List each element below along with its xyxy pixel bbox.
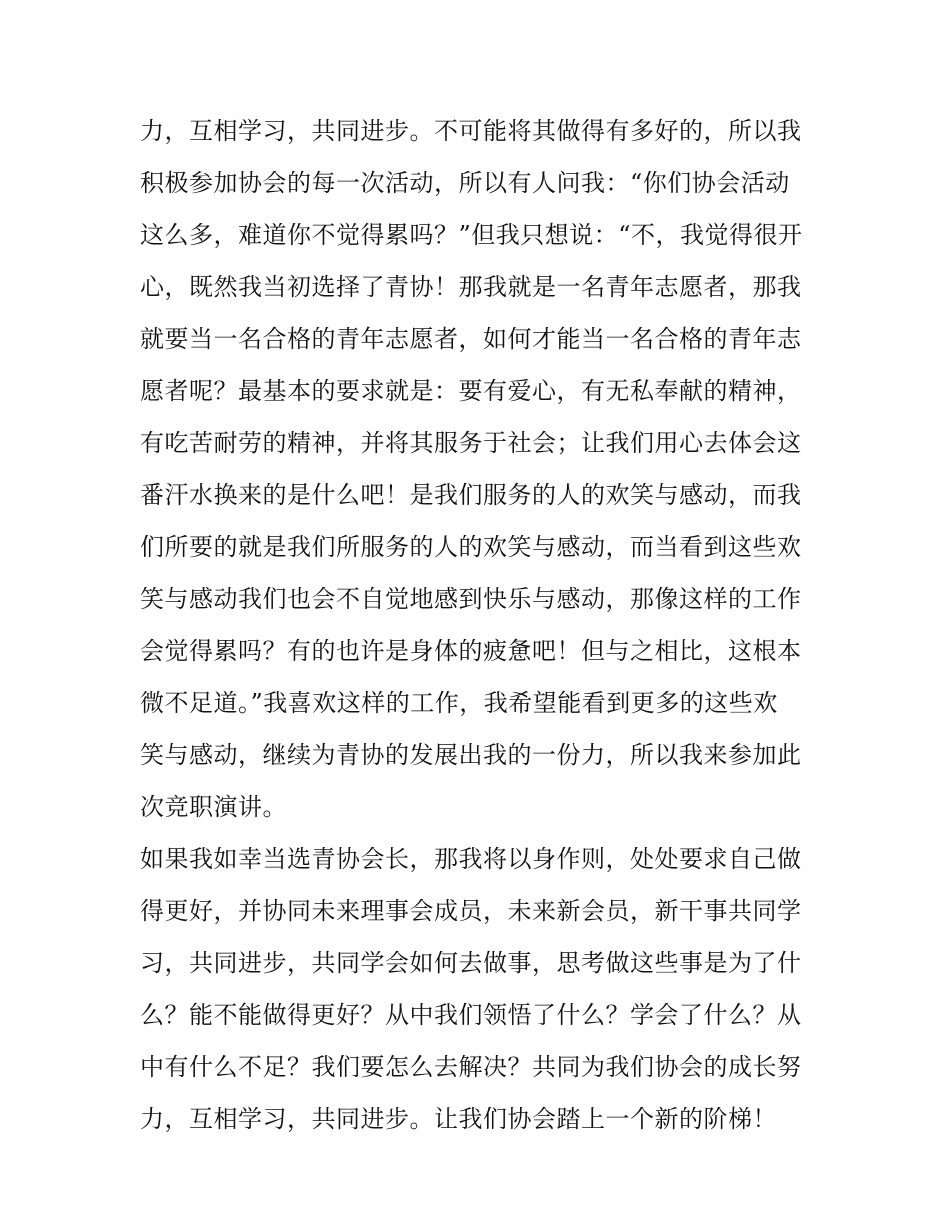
body-text — [140, 109, 820, 1149]
text-line: 力，互相学习，共同进步。让我们协会踏上一个新的阶梯！ — [140, 1105, 777, 1133]
paragraph-1 — [140, 109, 820, 837]
text-line: 得更好，并协同未来理事会成员，未来新会员，新干事共同学 — [140, 897, 802, 925]
text-line: 笑与感动我们也会不自觉地感到快乐与感动，那像这样的工作 — [140, 585, 802, 613]
text-line: 这么多，难道你不觉得累吗？”但我只想说：“不，我觉得很开 — [140, 221, 803, 249]
text-line: 习，共同进步，共同学会如何去做事，思考做这些事是为了什 — [140, 949, 802, 977]
text-line: 就要当一名合格的青年志愿者，如何才能当一名合格的青年志 — [140, 325, 802, 353]
text-line: 力，互相学习，共同进步。不可能将其做得有多好的，所以我 — [140, 117, 802, 145]
text-line: 愿者呢？最基本的要求就是：要有爱心，有无私奉献的精神， — [140, 377, 802, 405]
text-line: 们所要的就是我们所服务的人的欢笑与感动，而当看到这些欢 — [140, 533, 802, 561]
text-line: 番汗水换来的是什么吧！是我们服务的人的欢笑与感动，而我 — [140, 481, 802, 509]
text-line: 心，既然我当初选择了青协！那我就是一名青年志愿者，那我 — [140, 273, 802, 301]
paragraph-2 — [140, 837, 820, 1149]
text-line: 会觉得累吗？有的也许是身体的疲惫吧！但与之相比，这根本 — [140, 637, 802, 665]
text-line: 笑与感动，继续为青协的发展出我的一份力，所以我来参加此 — [140, 741, 802, 769]
text-line: 微不足道。”我喜欢这样的工作，我希望能看到更多的这些欢 — [140, 689, 778, 717]
text-line: 次竞职演讲。 — [140, 793, 287, 821]
text-line: 中有什么不足？我们要怎么去解决？共同为我们协会的成长努 — [140, 1053, 802, 1081]
text-line: 么？能不能做得更好？从中我们领悟了什么？学会了什么？从 — [140, 1001, 802, 1029]
text-line: 有吃苦耐劳的精神，并将其服务于社会；让我们用心去体会这 — [140, 429, 802, 457]
text-line: 积极参加协会的每一次活动，所以有人问我：“你们协会活动 — [140, 169, 790, 197]
text-line: 如果我如幸当选青协会长，那我将以身作则，处处要求自己做 — [140, 845, 802, 873]
